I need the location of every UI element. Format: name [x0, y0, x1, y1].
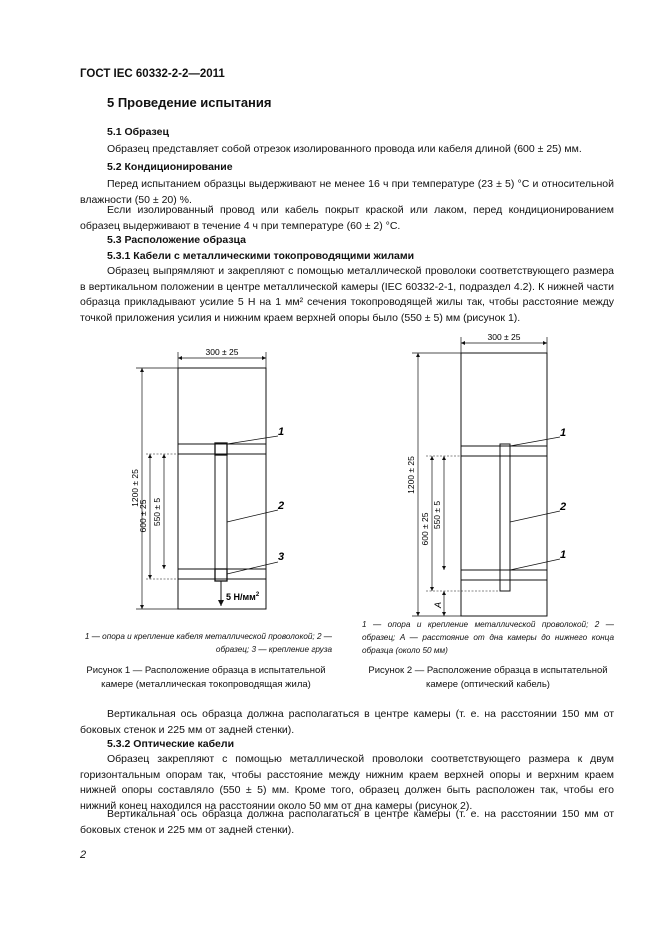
sample [500, 444, 510, 591]
force-label: 5 $Н/мм^2$ [226, 592, 260, 602]
figure-1-legend: 1 — опора и крепление кабеля металлической проволокой; 2 — образец; 3 — крепление груза [84, 632, 332, 654]
distance-a-label: A [433, 601, 443, 609]
sample-length-label: 600 ± 25 [138, 499, 148, 533]
label-top-support: 1 [560, 427, 567, 439]
total-height-dimension-label: 1200 ± 25 [130, 469, 140, 507]
section-5-1-paragraph: Образец представляет собой отрезок изолированного провода или кабеля длиной (600 ± 25) мм. [107, 143, 582, 155]
label-support: 1 [278, 426, 285, 438]
section-5-3-1-axis-paragraph: Вертикальная ось образца должна располагаться в центре камеры (т. е. на расстоянии 150 мм от боковых стенок и 225 мм от задней стенки). [80, 708, 614, 736]
width-dimension-label: 300 ± 25 [205, 347, 239, 357]
chamber-outline [178, 368, 266, 609]
figure-1-diagram [80, 340, 330, 620]
width-dimension-label: 300 ± 25 [487, 332, 521, 342]
figure-2-legend: 1 — опора и крепление металлической проволокой; 2 — образец; A — расстояние от дна камеры до нижнего конца образца (около 50 мм) [362, 620, 614, 655]
sample-length-label: 600 ± 25 [420, 512, 430, 546]
gap-length-label: 550 ± 5 [432, 500, 442, 530]
section-5-1-title: 5.1 Образец [107, 126, 169, 138]
top-clamp [215, 443, 227, 455]
chamber-outline [461, 353, 547, 616]
section-5-3-2-paragraph-2: Вертикальная ось образца должна располагаться в центре камеры (т. е. на расстоянии 150 мм от боковых стенок и 225 мм от задней стенки). [80, 808, 614, 836]
label-bottom-support: 1 [560, 549, 567, 561]
section-5-title: 5 Проведение испытания [107, 95, 272, 110]
figure-1-caption: Рисунок 1 — Расположение образца в испытательной камере (металлическая токопроводящая жила) [86, 665, 326, 690]
section-5-3-1-title: 5.3.1 Кабели с металлическими токопроводящими жилами [107, 250, 415, 262]
figure-2-diagram [380, 325, 620, 625]
label-weight-clamp: 3 [278, 551, 285, 563]
section-5-2-paragraph-1: Перед испытанием образцы выдерживают не менее 16 ч при температуре (23 ± 5) °С и относительной влажности (50 ± 20) %. [80, 178, 614, 206]
section-5-3-1-paragraph: Образец выпрямляют и закрепляют с помощью металлической проволоки соответствующего размера в вертикальном положении в центре металлической камеры (IEC 60332-2-1, подраздел 4.2). К нижней части образца прикладывают усилие 5 Н на 1 мм² сечения токопроводящей жилы так, чтобы расстояние между точкой приложения усилия и нижним краем верхней опоры было (550 ± 5) мм (рисунок 1). [80, 265, 614, 324]
sample [215, 443, 227, 581]
section-5-3-2-title: 5.3.2 Оптические кабели [107, 738, 235, 750]
section-5-2-paragraph-2: Если изолированный провод или кабель покрыт краской или лаком, перед кондиционированием образец выдерживают в течение 4 ч при температуре (60 ± 2) °С. [80, 204, 614, 232]
section-5-3-2-paragraph-1: Образец закрепляют с помощью металлической проволоки соответствующего размера к двум горизонтальным опорам так, чтобы расстояние между нижним краем верхней опоры и верхним краем нижней опоры составляло (550 ± 5) мм. Кроме того, образец должен быть расположен так, чтобы его нижний конец находился на расстоянии около 50 мм от дна камеры (рисунок 2). [80, 753, 614, 812]
total-height-dimension-label: 1200 ± 25 [406, 456, 416, 494]
label-sample: 2 [278, 500, 285, 512]
figure-2-caption: Рисунок 2 — Расположение образца в испытательной камере (оптический кабель) [368, 665, 608, 690]
section-5-2-title: 5.2 Кондиционирование [107, 161, 233, 173]
document-header: ГОСТ IEC 60332-2-2—2011 [80, 68, 225, 80]
label-sample: 2 [560, 501, 567, 513]
gap-length-label: 550 ± 5 [152, 497, 162, 527]
section-5-3-title: 5.3 Расположение образца [107, 234, 246, 246]
page-number: 2 [80, 849, 87, 861]
